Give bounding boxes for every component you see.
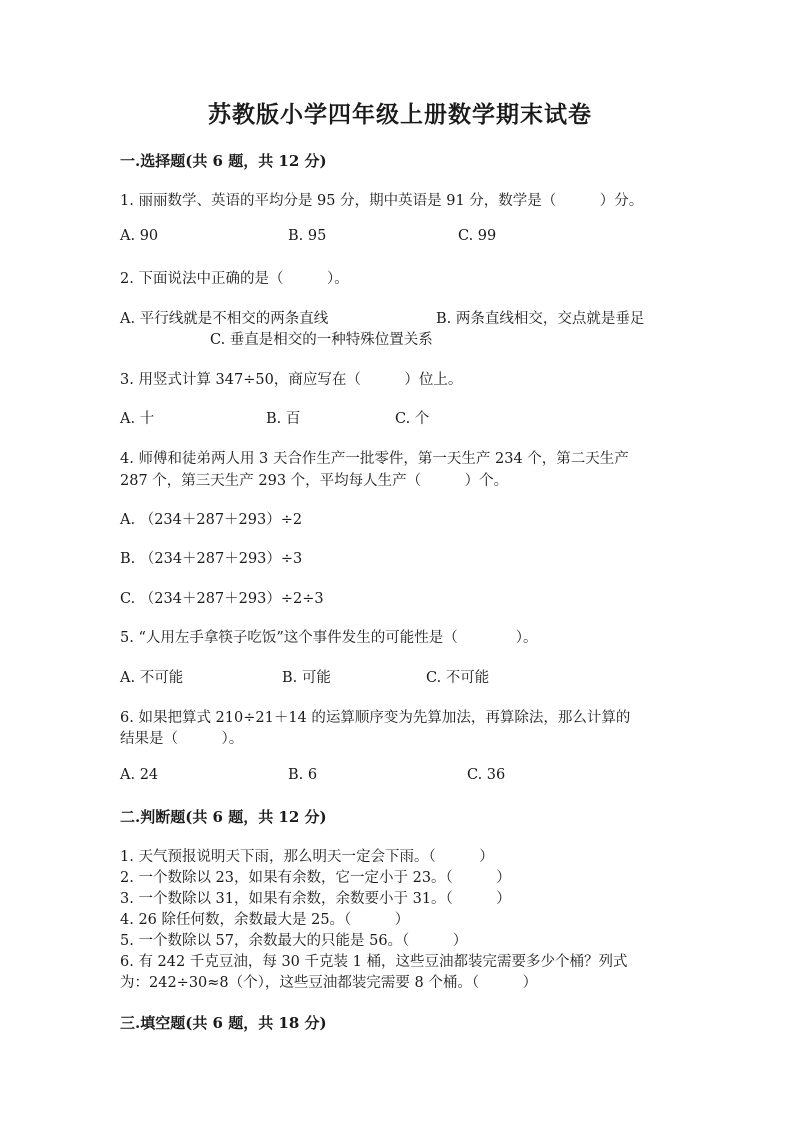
question-6-line-2: 结果是（ ）。	[120, 731, 244, 747]
q5-option-b: B. 可能	[282, 670, 331, 686]
q2-option-b: B. 两条直线相交，交点就是垂足	[436, 311, 645, 327]
judge-item-6-line-1: 6. 有 242 千克豆油，每 30 千克装 1 桶，这些豆油都装完需要多少个桶？列式	[120, 954, 628, 970]
q2-option-c: C. 垂直是相交的一种特殊位置关系	[210, 332, 433, 348]
judge-item-5: 5. 一个数除以 57，余数最大的只能是 56。（ ）	[120, 933, 468, 949]
q4-option-b: B. （234＋287＋293）÷3	[120, 551, 303, 567]
q6-option-a: A. 24	[120, 767, 159, 783]
q3-option-c: C. 个	[395, 411, 430, 427]
q6-option-c: C. 36	[467, 767, 506, 783]
judge-item-4: 4. 26 除任何数，余数最大是 25。（ ）	[120, 912, 410, 928]
q6-option-b: B. 6	[288, 767, 318, 783]
section-heading-true-false: 二.判断题(共 6 题，共 12 分)	[120, 808, 327, 826]
judge-item-6-line-2: 为：242÷30≈8（个），这些豆油都装完需要 8 个桶。（ ）	[120, 975, 538, 991]
q2-option-a: A. 平行线就是不相交的两条直线	[120, 311, 329, 327]
question-3: 3. 用竖式计算 347÷50，商应写在（ ）位上。	[120, 372, 463, 388]
question-2: 2. 下面说法中正确的是（ ）。	[120, 271, 349, 287]
q4-option-a: A. （234＋287＋293）÷2	[120, 512, 303, 528]
page-title: 苏教版小学四年级上册数学期末试卷	[208, 101, 592, 128]
q4-option-c: C. （234＋287＋293）÷2÷3	[120, 591, 324, 607]
q3-option-a: A. 十	[120, 411, 155, 427]
question-5: 5. “人用左手拿筷子吃饭”这个事件发生的可能性是（ ）。	[120, 630, 538, 646]
question-4-line-1: 4. 师傅和徒弟两人用 3 天合作生产一批零件，第一天生产 234 个，第二天生产	[120, 451, 629, 467]
q1-option-a: A. 90	[120, 228, 159, 244]
judge-item-2: 2. 一个数除以 23，如果有余数，它一定小于 23。（ ）	[120, 870, 511, 886]
question-1: 1. 丽丽数学、英语的平均分是 95 分，期中英语是 91 分，数学是（ ）分。	[120, 193, 644, 209]
q3-option-b: B. 百	[266, 411, 301, 427]
judge-item-1: 1. 天气预报说明天下雨，那么明天一定会下雨。（ ）	[120, 849, 494, 865]
q5-option-a: A. 不可能	[120, 670, 184, 686]
q5-option-c: C. 不可能	[426, 670, 490, 686]
section-heading-multiple-choice: 一.选择题(共 6 题，共 12 分)	[120, 152, 327, 170]
q1-option-b: B. 95	[288, 228, 327, 244]
question-6-line-1: 6. 如果把算式 210÷21＋14 的运算顺序变为先算加法，再算除法，那么计算的	[120, 710, 631, 726]
question-4-line-2: 287 个，第三天生产 293 个，平均每人生产（ ）个。	[120, 473, 509, 489]
section-heading-fill-in: 三.填空题(共 6 题，共 18 分)	[120, 1014, 327, 1032]
judge-item-3: 3. 一个数除以 31，如果有余数，余数要小于 31。（ ）	[120, 891, 511, 907]
q1-option-c: C. 99	[458, 228, 497, 244]
